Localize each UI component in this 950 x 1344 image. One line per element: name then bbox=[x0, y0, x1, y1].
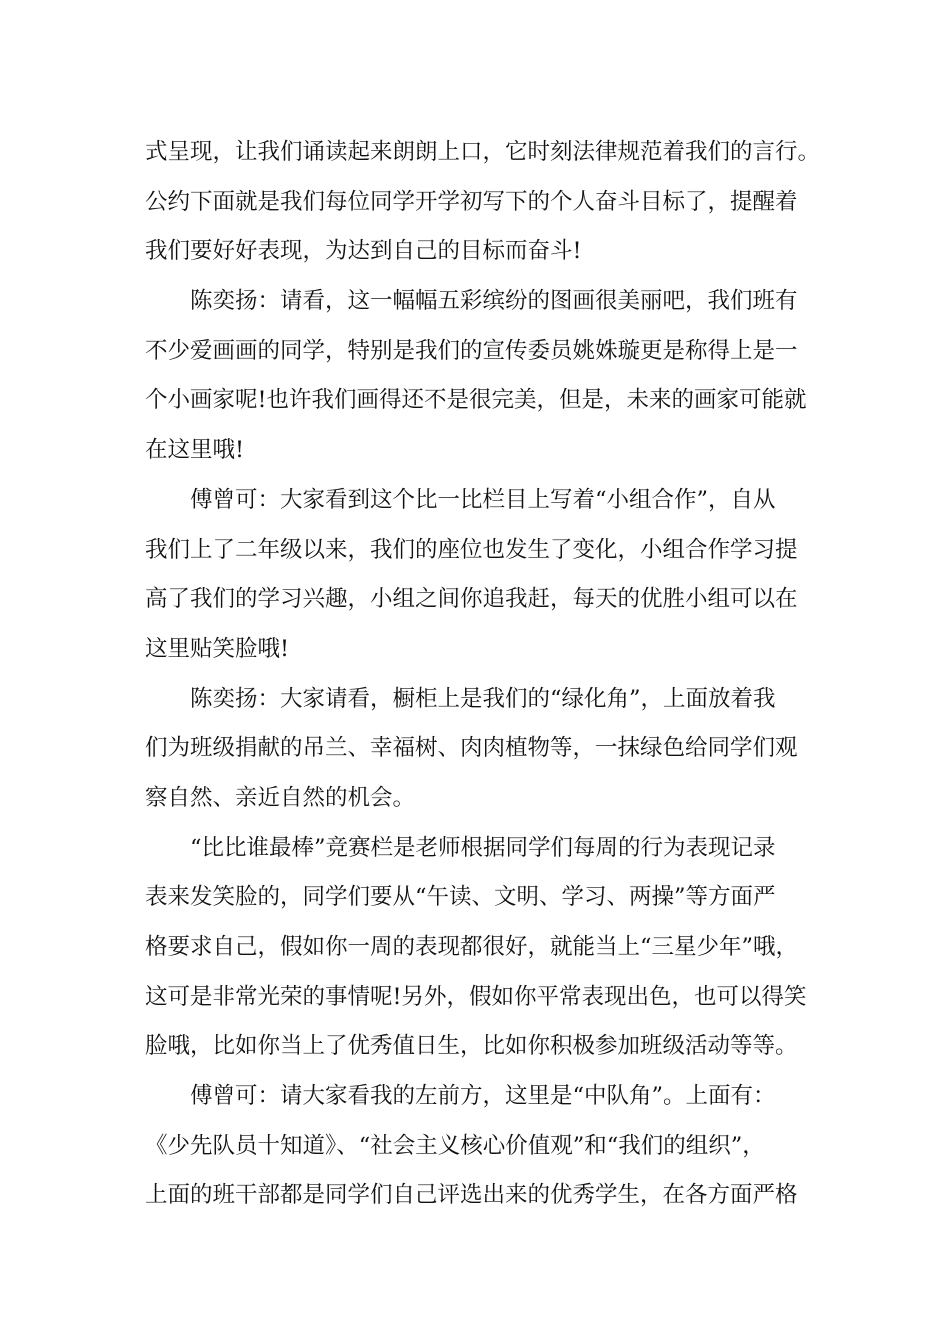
paragraph-first-line: 傅曾可：请大家看我的左前方，这里是“中队角”。上面有： bbox=[190, 1083, 776, 1110]
document-body bbox=[145, 128, 825, 1221]
paragraph-first-line: 陈奕扬：请看，这一幅幅五彩缤纷的图画很美丽吧，我们班有 bbox=[190, 288, 798, 315]
text-line: 格要求自己，假如你一周的表现都很好，就能当上“三星少年”哦， bbox=[145, 934, 799, 960]
text-line: 上面的班干部都是同学们自己评选出来的优秀学生，在各方面严格 bbox=[145, 1182, 798, 1209]
text-line: 在这里哦! bbox=[145, 437, 245, 464]
text-line: 察自然、亲近自然的机会。 bbox=[145, 784, 416, 811]
text-line: 表来发笑脸的，同学们要从“午读、文明、学习、两操”等方面严 bbox=[145, 884, 776, 911]
text-line: 脸哦，比如你当上了优秀值日生，比如你积极参加班级活动等等。 bbox=[145, 1033, 798, 1060]
text-line: 这里贴笑脸哦! bbox=[145, 635, 290, 662]
text-line: 个小画家呢!也许我们画得还不是很完美，但是，未来的画家可能就 bbox=[145, 387, 807, 414]
text-line: 高了我们的学习兴趣，小组之间你追我赶，每天的优胜小组可以在 bbox=[145, 586, 798, 613]
text-line: 公约下面就是我们每位同学开学初写下的个人奋斗目标了，提醒着 bbox=[145, 188, 798, 215]
paragraph-first-line: 傅曾可：大家看到这个比一比栏目上写着“小组合作”，自从 bbox=[190, 486, 776, 513]
text-line: 我们要好好表现，为达到自己的目标而奋斗! bbox=[145, 238, 582, 265]
text-line: 式呈现，让我们诵读起来朗朗上口，它时刻法律规范着我们的言行。 bbox=[145, 139, 821, 165]
text-line: 这可是非常光荣的事情呢!另外，假如你平常表现出色，也可以得笑 bbox=[145, 983, 807, 1010]
text-line: 不少爱画画的同学，特别是我们的宣传委员姚姝璇更是称得上是一 bbox=[145, 337, 798, 364]
text-line: 我们上了二年级以来，我们的座位也发生了变化，小组合作学习提 bbox=[145, 536, 798, 563]
paragraph-first-line: 陈奕扬：大家请看，橱柜上是我们的“绿化角”，上面放着我 bbox=[190, 685, 776, 712]
text-line: 们为班级捐献的吊兰、幸福树、肉肉植物等，一抹绿色给同学们观 bbox=[145, 735, 798, 762]
text-line: 《少先队员十知道》、“社会主义核心价值观”和“我们的组织”， bbox=[145, 1132, 765, 1159]
paragraph-first-line: “比比谁最棒”竞赛栏是老师根据同学们每周的行为表现记录 bbox=[190, 834, 776, 861]
